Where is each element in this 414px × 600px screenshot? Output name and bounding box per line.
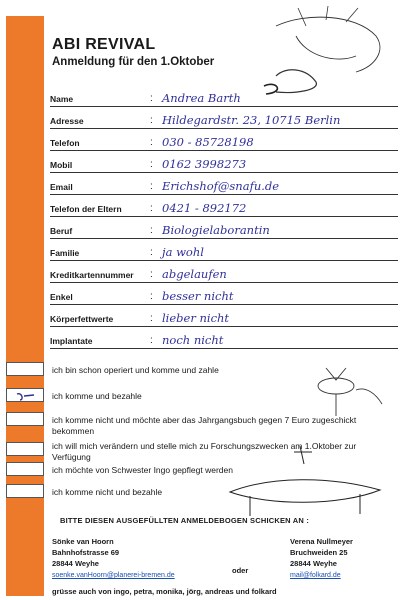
contact-right — [290, 536, 353, 569]
form-row-telefon[interactable] — [50, 128, 398, 151]
contact-left — [52, 536, 119, 569]
field-label: Körperfettwerte — [50, 314, 114, 324]
field-separator: : — [150, 159, 153, 170]
field-value[interactable]: 0162 3998273 — [162, 157, 247, 171]
field-label: Telefon — [50, 138, 80, 148]
form-row-email[interactable] — [50, 172, 398, 195]
field-label: Kreditkartennummer — [50, 270, 134, 280]
option-label[interactable]: ich komme nicht und bezahle — [52, 487, 163, 497]
field-value[interactable]: 0421 - 892172 — [162, 201, 247, 215]
contact-name: Verena Nullmeyer — [290, 537, 353, 546]
option-label[interactable]: ich bin schon operiert und komme und zahle — [52, 365, 219, 375]
field-separator: : — [150, 313, 153, 324]
contact-name: Sönke van Hoorn — [52, 537, 114, 546]
field-value[interactable]: ja wohl — [162, 245, 204, 259]
checkbox-option-2[interactable] — [6, 388, 44, 402]
form-row-kreditkartennummer[interactable] — [50, 260, 398, 283]
field-value[interactable]: Hildegardstr. 23, 10715 Berlin — [162, 113, 341, 127]
field-value[interactable]: besser nicht — [162, 289, 234, 303]
contact-right-email-link[interactable]: mail@folkard.de — [290, 572, 341, 579]
field-separator: : — [150, 93, 153, 104]
field-label: Mobil — [50, 160, 73, 170]
checkbox-option-6[interactable] — [6, 484, 44, 498]
page-title: ABI REVIVAL — [52, 36, 156, 53]
field-separator: : — [150, 115, 153, 126]
field-value[interactable]: Biologielaborantin — [162, 223, 270, 237]
field-label: Familie — [50, 248, 80, 258]
field-separator: : — [150, 137, 153, 148]
contact-city: 28844 Weyhe — [52, 559, 99, 568]
form-row-familie[interactable] — [50, 238, 398, 261]
field-label: Name — [50, 94, 74, 104]
checkbox-option-3[interactable] — [6, 412, 44, 426]
field-value[interactable]: Erichshof@snafu.de — [162, 179, 280, 193]
field-label: Telefon der Eltern — [50, 204, 122, 214]
checkbox-option-1[interactable] — [6, 362, 44, 376]
contact-street: Bruchweiden 25 — [290, 548, 348, 557]
orange-side-bar — [6, 16, 44, 596]
field-separator: : — [150, 335, 153, 346]
footer-greeting: grüsse auch von ingo, petra, monika, jörg, andreas und folkard — [52, 587, 277, 596]
contact-left-email-link[interactable]: soenke.vanHoorn@planerei-bremen.de — [52, 572, 175, 579]
checkbox-option-5[interactable] — [6, 462, 44, 476]
contact-street: Bahnhofstrasse 69 — [52, 548, 120, 557]
field-value[interactable]: noch nicht — [162, 333, 224, 347]
option-label[interactable]: ich möchte von Schwester Ingo gepflegt werden — [52, 465, 233, 475]
field-value[interactable]: abgelaufen — [162, 267, 227, 281]
form-row-koerperfettwerte[interactable] — [50, 304, 398, 327]
field-label: Beruf — [50, 226, 73, 236]
field-label: Email — [50, 182, 73, 192]
option-label[interactable]: ich will mich verändern und stelle mich zu Forschungszwecken am 1.Oktober zur Verfügung — [52, 441, 357, 462]
form-row-implantate[interactable] — [50, 326, 398, 349]
field-value[interactable]: 030 - 85728198 — [162, 135, 254, 149]
option-label[interactable]: ich komme nicht und möchte aber das Jahrgangsbuch gegen 7 Euro zugeschickt bekommen — [52, 415, 357, 436]
field-value[interactable]: Andrea Barth — [162, 91, 241, 105]
form-row-mobil[interactable] — [50, 150, 398, 173]
footer-instruction: BITTE DIESEN AUSGEFÜLLTEN ANMELDEBOGEN SCHICKEN AN : — [60, 516, 310, 525]
field-label: Adresse — [50, 116, 84, 126]
page-subtitle: Anmeldung für den 1.Oktober — [52, 56, 215, 68]
field-separator: : — [150, 291, 153, 302]
form-row-beruf[interactable] — [50, 216, 398, 239]
form-row-enkel[interactable] — [50, 282, 398, 305]
form-row-adresse[interactable] — [50, 106, 398, 129]
field-label: Implantate — [50, 336, 93, 346]
field-separator: : — [150, 203, 153, 214]
form-row-name[interactable] — [50, 84, 398, 107]
field-label: Enkel — [50, 292, 73, 302]
option-label[interactable]: ich komme und bezahle — [52, 391, 142, 401]
field-separator: : — [150, 181, 153, 192]
doodle-sketch — [236, 6, 406, 96]
field-separator: : — [150, 269, 153, 280]
form-row-telefon-eltern[interactable] — [50, 194, 398, 217]
checkbox-option-4[interactable] — [6, 442, 44, 456]
contact-city: 28844 Weyhe — [290, 559, 337, 568]
or-separator: oder — [232, 566, 249, 575]
field-value[interactable]: lieber nicht — [162, 311, 230, 325]
field-separator: : — [150, 247, 153, 258]
field-separator: : — [150, 225, 153, 236]
